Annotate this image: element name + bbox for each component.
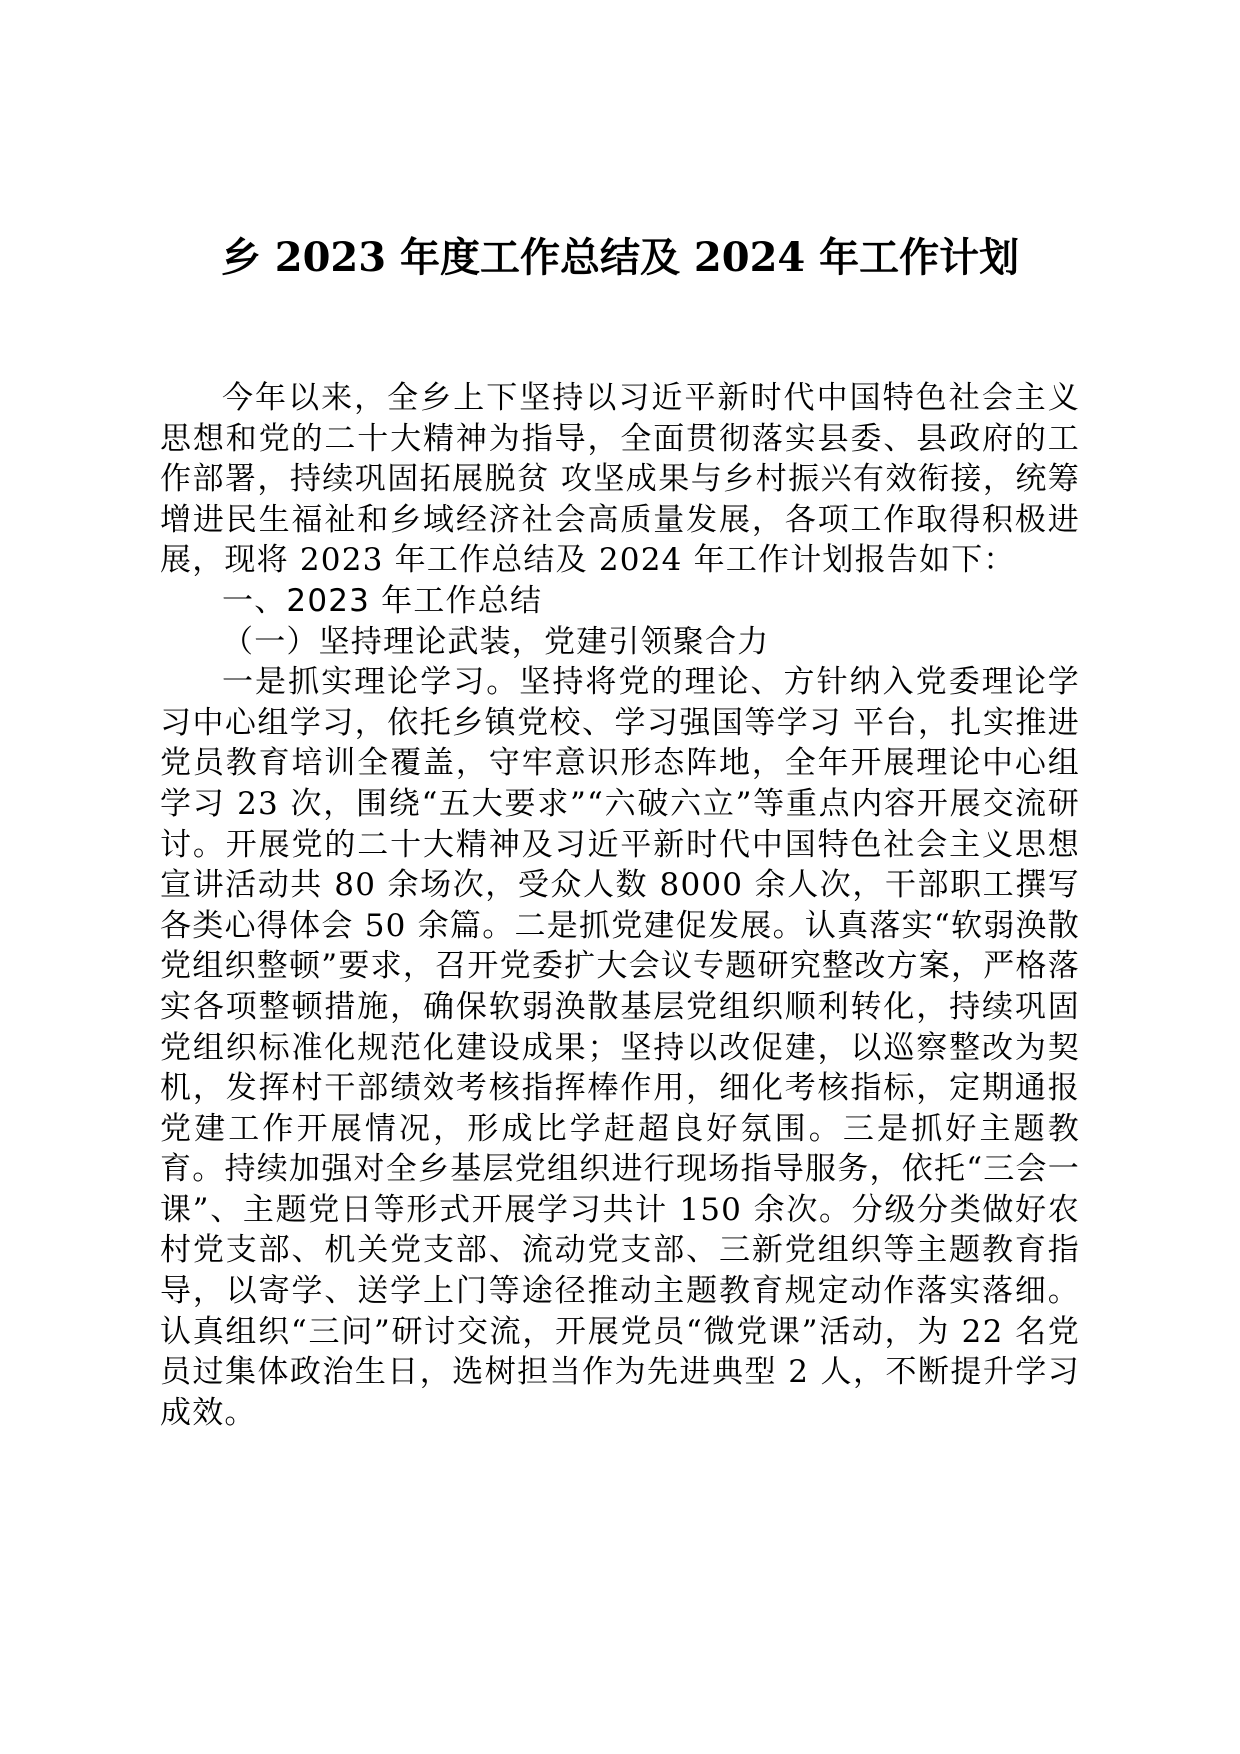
document-title: 乡 2023 年度工作总结及 2024 年工作计划: [220, 234, 1020, 281]
body-paragraph: 一是抓实理论学习。坚持将党的理论、方针纳入党委理论学习中心组学习，依托乡镇党校、学习强国等学习 平台，扎实推进党员教育培训全覆盖，守牢意识形态阵地，全年开展理论中心组学习 23 次，围绕“五大要求”“六破六立”等重点内容开展交流研讨。开展党的二十大精神及习近平新时代中国特色社会主义思想宣讲活动共 80 余场次，受众人数 8000 余人次，干部职工撰写各类心得体会 50 余篇。二是抓党建促发展。认真落实“软弱涣散党组织整顿”要求，召开党委扩大会议专题研究整改方案，严格落实各项整顿措施，确保软弱涣散基层党组织顺利转化，持续巩固党组织标准化规范化建设成果；坚持以改促建，以巡察整改为契机，发挥村干部绩效考核指挥棒作用，细化考核指标，定期通报党建工作开展情况，形成比学赶超良好氛围。三是抓好主题教育。持续加强对全乡基层党组织进行现场指导服务，依托“三会一课”、主题党日等形式开展学习共计 150 余次。分级分类做好农村党支部、机关党支部、流动党支部、三新党组织等主题教育指导，以寄学、送学上门等途径推动主题教育规定动作落实落细。认真组织“三问”研讨交流，开展党员“微党课”活动，为 22 名党员过集体政治生日，选树担当作为先进典型 2 人，不断提升学习成效。: [160, 664, 1080, 1431]
subsection-heading-theory: （一）坚持理论武装，党建引领聚合力: [222, 623, 770, 660]
section-heading-summary: 一、2023 年工作总结: [222, 582, 543, 619]
intro-paragraph: 今年以来，全乡上下坚持以习近平新时代中国特色社会主义思想和党的二十大精神为指导，全面贯彻落实县委、县政府的工作部署，持续巩固拓展脱贫 攻坚成果与乡村振兴有效衔接，统筹增进民生福祉和乡域经济社会高质量发展，各项工作取得积极进展，现将 2023 年工作总结及 2024 年工作计划报告如下：: [160, 380, 1080, 579]
document-body: [160, 378, 1080, 1433]
